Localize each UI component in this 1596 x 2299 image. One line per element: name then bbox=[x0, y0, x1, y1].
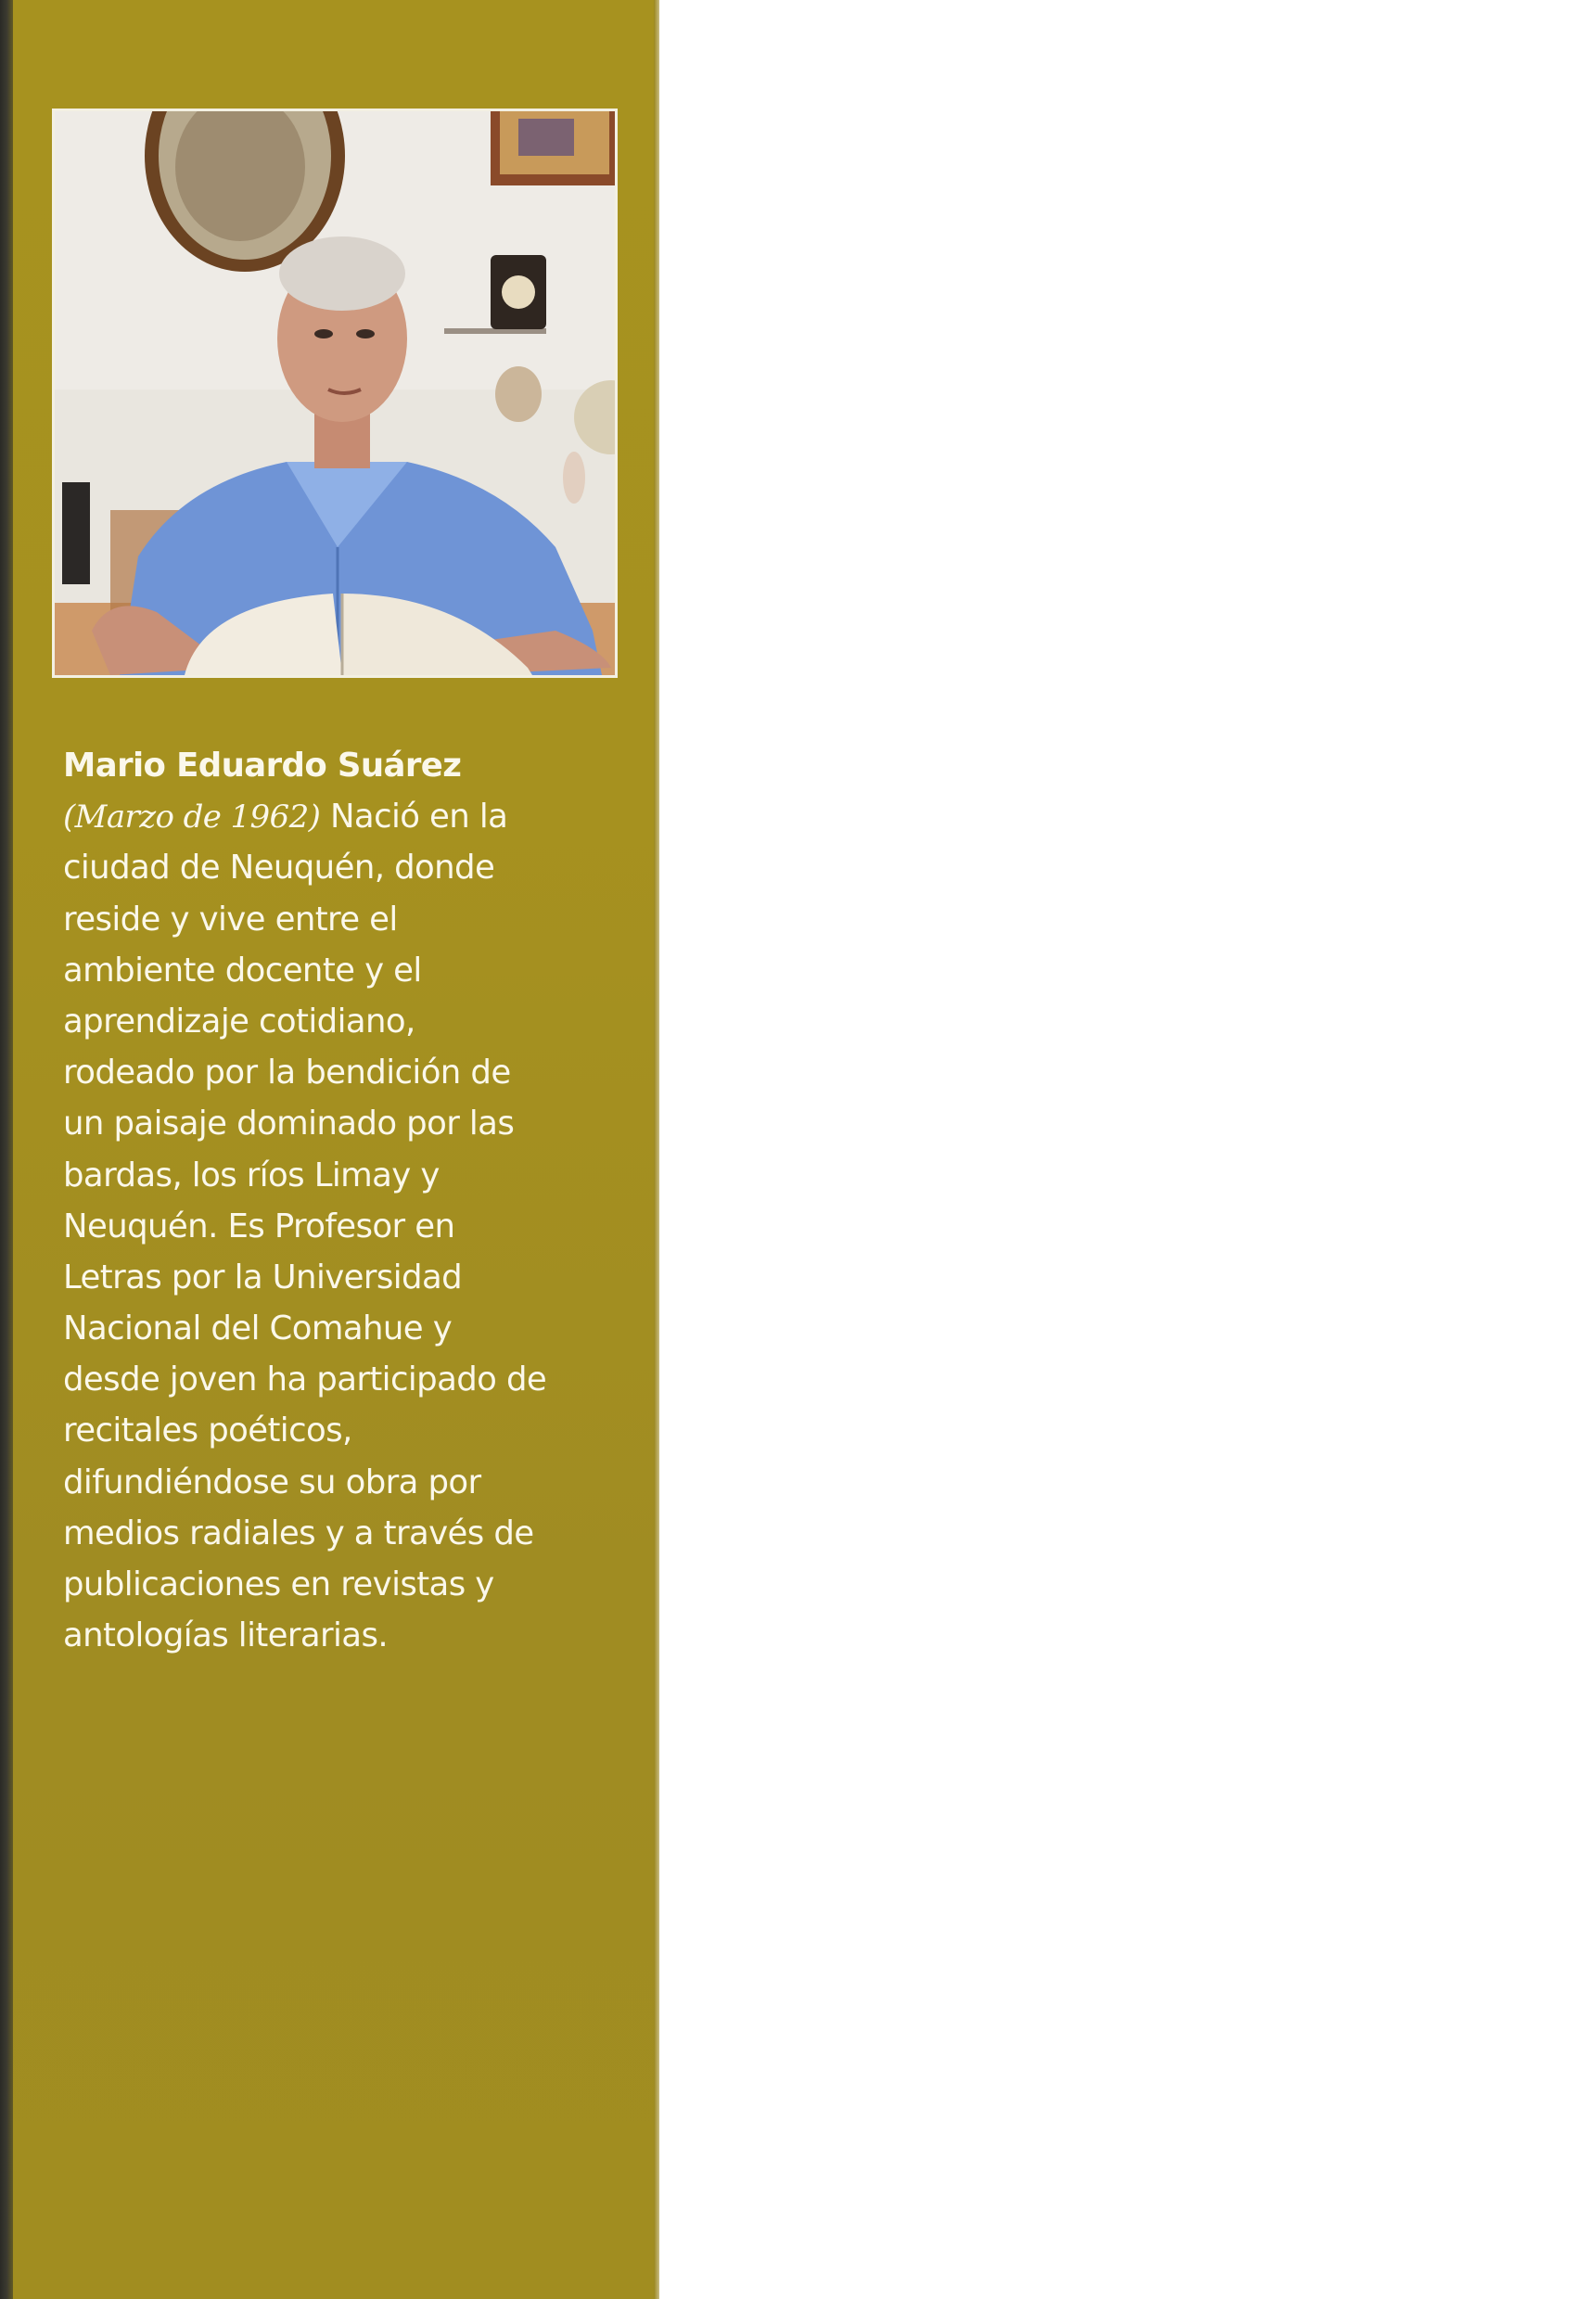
flap-edge bbox=[654, 0, 659, 2299]
bio-line: antologías literarias. bbox=[63, 1616, 389, 1655]
author-photo bbox=[52, 109, 618, 678]
bio-line: desde joven ha participado de bbox=[63, 1360, 547, 1399]
bio-line: Neuquén. Es Profesor en bbox=[63, 1207, 455, 1245]
author-bio bbox=[63, 740, 647, 1661]
bio-line: aprendizaje cotidiano, bbox=[63, 1002, 415, 1041]
bio-line: rodeado por la bendición de bbox=[63, 1054, 511, 1092]
bio-line: Nacional del Comahue y bbox=[63, 1309, 453, 1348]
bio-line: Letras por la Universidad bbox=[63, 1258, 463, 1296]
bio-line: ambiente docente y el bbox=[63, 951, 422, 990]
bio-line: un paisaje dominado por las bbox=[63, 1105, 515, 1143]
bio-line: medios radiales y a través de bbox=[63, 1514, 534, 1552]
bio-line: bardas, los ríos Limay y bbox=[63, 1156, 440, 1194]
bio-line-text: Nació en la bbox=[320, 798, 508, 837]
bio-line: publicaciones en revistas y bbox=[63, 1565, 494, 1603]
author-name: Mario Eduardo Suárez bbox=[63, 747, 462, 785]
portrait-photo-icon bbox=[55, 111, 615, 675]
birth-date: (Marzo de 1962) bbox=[63, 798, 321, 837]
bio-line: reside y vive entre el bbox=[63, 900, 398, 939]
bio-line: recitales poéticos, bbox=[63, 1411, 352, 1450]
bio-line: ciudad de Neuquén, donde bbox=[63, 849, 495, 888]
bio-line-birth bbox=[63, 791, 647, 842]
bio-line: difundiéndose su obra por bbox=[63, 1462, 481, 1501]
